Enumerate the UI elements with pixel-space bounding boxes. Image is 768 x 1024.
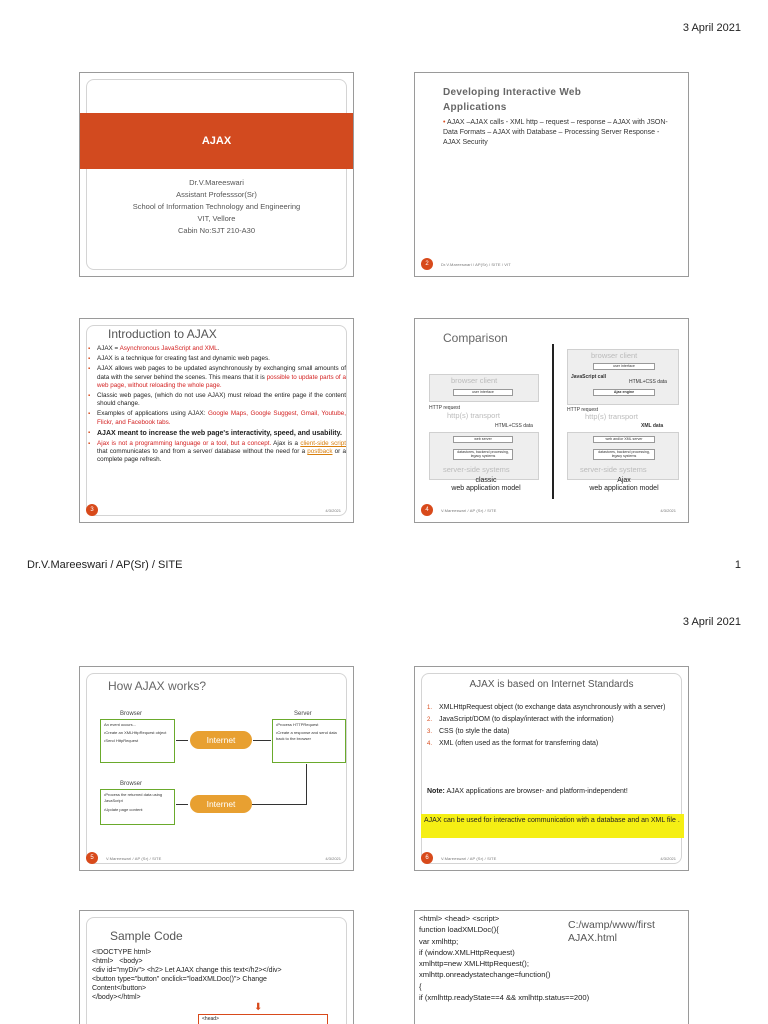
page-date: 3 April 2021 xyxy=(682,22,741,34)
page-date: 3 April 2021 xyxy=(682,616,741,628)
author-line: Cabin No:SJT 210-A30 xyxy=(178,226,255,235)
slide-title: Sample Code xyxy=(110,929,183,943)
diagram-text: JavaScript call xyxy=(571,374,607,380)
numbered-list xyxy=(427,703,677,751)
flow-heading: Browser xyxy=(120,711,143,717)
author-info xyxy=(80,177,353,237)
slide-8 xyxy=(414,910,689,1024)
arrow-line xyxy=(252,804,307,805)
author-line: VIT, Vellore xyxy=(197,214,236,223)
bullet-item: ▪ AJAX allows web pages to be updated asynchronously by exchanging small amounts of data with the server behind the scenes. This means that it is possible to update parts of a web page, without reloading the whole page. xyxy=(88,365,346,390)
diagram-caption: Ajax web application model xyxy=(589,477,659,492)
slide-number: 3 xyxy=(86,504,98,516)
internet-pill: Internet xyxy=(190,795,252,813)
slide-number: 4 xyxy=(421,504,433,516)
slide-title: Comparison xyxy=(443,331,508,345)
bullet-item: ▪ Ajax is not a programming language or a tool, but a concept. Ajax is a client-side script that communicates to and from a server/ database without the need for a postback or a complete page refresh. xyxy=(88,440,346,465)
down-arrow-icon: ⬇ xyxy=(254,1002,263,1013)
title-line: Developing Interactive Web xyxy=(443,87,582,98)
diagram-node: user interface xyxy=(593,363,655,370)
diagram-label: browser client xyxy=(591,351,638,360)
author-line: Assistant Professsor(Sr) xyxy=(176,190,257,199)
slide-border xyxy=(86,79,347,270)
bullet-list xyxy=(88,345,346,466)
note-text: Note: AJAX applications are browser- and platform-independent! xyxy=(427,788,628,795)
diagram-node: datastores, backend processing, legacy systems xyxy=(453,449,513,460)
diagram-text: HTML+CSS data xyxy=(495,423,533,429)
bullet-item: ▪ AJAX is a technique for creating fast and dynamic web pages. xyxy=(88,355,346,363)
diagram-caption: classic web application model xyxy=(451,477,521,492)
slide-title: AJAX is based on Internet Standards xyxy=(469,679,634,690)
code-block: <!DOCTYPE html> <html> <body> <div id="myDiv"> <h2> Let AJAX change this text</h2></div> <button type="button" onclick="loadXMLDoc()"> Change Content</button> </body></html> xyxy=(92,949,282,1001)
bullet-icon: • xyxy=(443,119,448,126)
list-item: 4. XML (often used as the format for transferring data) xyxy=(427,740,599,747)
arrow-line xyxy=(176,740,188,741)
title-line: Applications xyxy=(443,102,507,113)
slide-number: 5 xyxy=(86,852,98,864)
slide-6 xyxy=(414,666,689,871)
page-footer: Dr.V.Mareeswari / AP(Sr) / SITE xyxy=(27,559,183,571)
slide-7 xyxy=(79,910,354,1024)
client-side-script-link[interactable]: client-side script xyxy=(300,439,346,447)
diagram-node: Ajax engine xyxy=(593,389,655,396)
list-item: 3. CSS (to style the data) xyxy=(427,728,510,735)
bullet-item: ▪ AJAX = Asynchronous JavaScript and XML. xyxy=(88,345,346,353)
server-box: •Process HTTPRequest •Create a response and send data back to the browser xyxy=(272,719,346,763)
code-callout: <head> xyxy=(198,1014,328,1024)
browser-box: •Process the returned data using JavaScript •Update page content xyxy=(100,789,175,825)
bullet-item: ▪ AJAX meant to increase the web page's interactivity, speed, and usability. xyxy=(88,429,346,438)
postback-link[interactable]: postback xyxy=(307,448,333,456)
slide-footer: V.Mareeswari / AP (Sr) / SITE xyxy=(106,856,162,861)
arrow-line xyxy=(176,804,188,805)
slide-border xyxy=(86,673,347,864)
list-item: 1. XMLHttpRequest object (to exchange data asynchronously with a server) xyxy=(427,704,666,711)
slide-footer-date: 4/3/2021 xyxy=(660,856,676,861)
slide-number: 6 xyxy=(421,852,433,864)
slide-footer: Dr.V.Mareeswari / AP(Sr) / SITE / VIT xyxy=(441,262,511,267)
flow-heading: Browser xyxy=(120,781,143,787)
diagram-label: http(s) transport xyxy=(447,411,500,420)
internet-pill: Internet xyxy=(190,731,252,749)
diagram-node: web server xyxy=(453,436,513,443)
bullet-text: AJAX –AJAX calls - XML http – request – response – AJAX with JSON- Data Formats – AJAX with Database – Processing Server Response - AJAX Security xyxy=(443,119,668,146)
diagram-label: server-side systems xyxy=(580,465,647,474)
slide-footer: V.Mareeswari / AP (Sr) / SITE xyxy=(441,856,497,861)
arrow-line xyxy=(253,740,271,741)
diagram-text: HTTP request xyxy=(567,407,599,413)
diagram-label: browser client xyxy=(451,376,498,385)
slide-title: AJAX xyxy=(201,135,232,147)
diagram-label: http(s) transport xyxy=(585,412,638,421)
slide-footer-date: 4/3/2021 xyxy=(660,508,676,513)
slide-1 xyxy=(79,72,354,277)
author-line: Dr.V.Mareeswari xyxy=(189,178,244,187)
file-path: C:/wamp/www/first AJAX.html xyxy=(568,919,655,944)
slide-title xyxy=(443,85,581,115)
diagram-node: user interface xyxy=(453,389,513,396)
slide-footer: V.Mareeswari / AP (Sr) / SITE xyxy=(441,508,497,513)
diagram-node: web and/or XML server xyxy=(593,436,655,443)
slide-footer-date: 4/3/2021 xyxy=(325,508,341,513)
slide-2 xyxy=(414,72,689,277)
bullet-item xyxy=(443,118,678,148)
diagram-text: HTML+CSS data xyxy=(629,379,667,385)
slide-title: How AJAX works? xyxy=(108,679,207,693)
slide-number: 2 xyxy=(421,258,433,270)
bullet-item: ▪ Classic web pages, (which do not use AJAX) must reload the entire page if the content should change. xyxy=(88,392,346,408)
flow-heading: Server xyxy=(294,711,312,717)
list-item: 2. JavaScript/DOM (to display/interact with the information) xyxy=(427,716,614,723)
arrow-line xyxy=(306,764,307,804)
bullet-item: ▪ Examples of applications using AJAX: Google Maps, Google Suggest, Gmail, Youtube, Flickr, and Facebook tabs. xyxy=(88,410,346,426)
diagram-label: server-side systems xyxy=(443,465,510,474)
diagram-node: datastores, backend processing, legacy systems xyxy=(593,449,655,460)
code-block: <html> <head> <script> function loadXMLDoc(){ var xmlhttp; if (window.XMLHttpRequest) xmlhttp=new XMLHttpRequest(); xmlhttp.onreadystatechange=function() { if (xmlhttp.readyState==4 && xmlhttp.status==200) xyxy=(419,914,590,1003)
author-line: School of Information Technology and Engineering xyxy=(132,202,301,211)
diagram-text: XML data xyxy=(641,423,664,429)
slide-3 xyxy=(79,318,354,523)
diagram-text: HTTP request xyxy=(429,405,461,411)
slide-5 xyxy=(79,666,354,871)
slide-4 xyxy=(414,318,689,523)
browser-box: An event occurs... •Create an XMLHttpRequest object •Send HttpRequest xyxy=(100,719,175,763)
page-number: 1 xyxy=(734,559,741,571)
slide-footer-date: 4/3/2021 xyxy=(325,856,341,861)
slide-title: Introduction to AJAX xyxy=(108,327,217,341)
diagram-divider xyxy=(552,344,554,499)
highlight-box: AJAX can be used for interactive communication with a database and an XML file . xyxy=(421,814,684,838)
